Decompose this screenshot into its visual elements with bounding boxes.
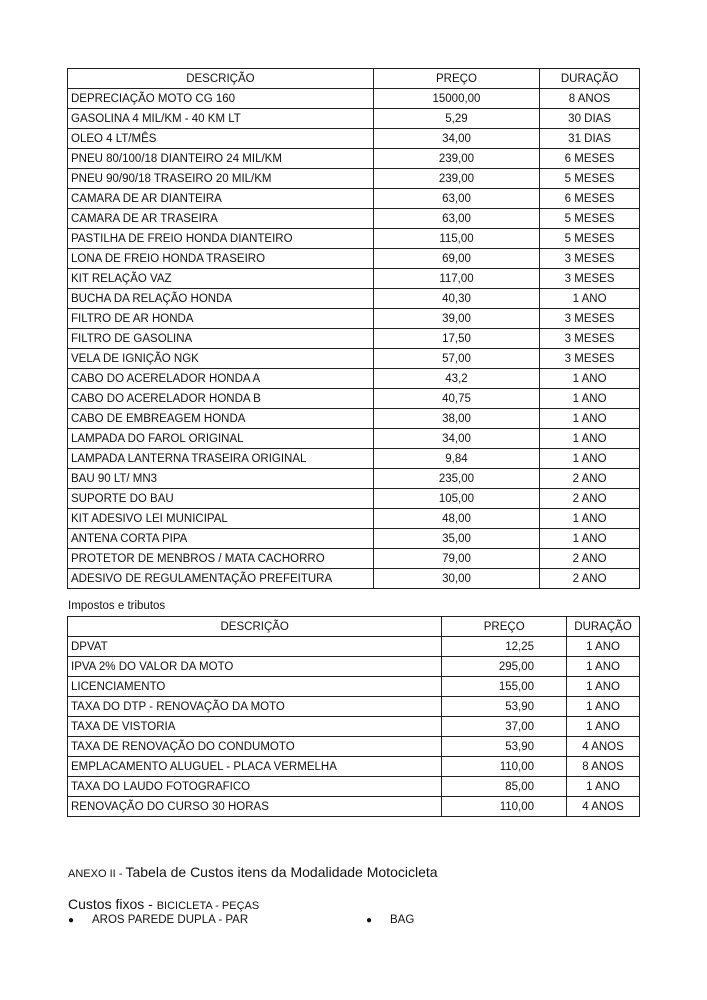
cell-description: RENOVAÇÃO DO CURSO 30 HORAS	[68, 797, 442, 817]
bullet-icon: ●	[68, 915, 75, 926]
cell-price: 53,90	[442, 697, 567, 717]
cell-description: CAMARA DE AR DIANTEIRA	[68, 189, 374, 209]
table-row	[68, 229, 640, 249]
table-row	[68, 169, 640, 189]
cell-description: LONA DE FREIO HONDA TRASEIRO	[68, 249, 374, 269]
cell-description: CABO DO ACERELADOR HONDA A	[68, 369, 374, 389]
table-row	[68, 569, 640, 589]
cell-duration: 31 DIAS	[540, 129, 640, 149]
fixed-costs-subtitle: BICICLETA - PEÇAS	[156, 900, 260, 912]
parts-costs-table	[67, 68, 640, 589]
table-row	[68, 489, 640, 509]
cell-description: BUCHA DA RELAÇÃO HONDA	[68, 289, 374, 309]
cell-price: 69,00	[373, 249, 539, 269]
fixed-costs-title: Custos fixos -	[68, 896, 157, 912]
table-row	[68, 369, 640, 389]
cell-duration: 8 ANOS	[567, 757, 640, 777]
cell-price: 239,00	[373, 149, 539, 169]
cell-price: 40,30	[373, 289, 539, 309]
cell-price: 35,00	[373, 529, 539, 549]
cell-price: 110,00	[442, 757, 567, 777]
annex-title: Tabela de Custos itens da Modalidade Motocicleta	[125, 864, 438, 880]
cell-description: KIT RELAÇÃO VAZ	[68, 269, 374, 289]
cell-price: 63,00	[373, 189, 539, 209]
cell-duration: 1 ANO	[540, 389, 640, 409]
cell-duration: 1 ANO	[567, 677, 640, 697]
cell-description: LAMPADA LANTERNA TRASEIRA ORIGINAL	[68, 449, 374, 469]
list-item	[68, 914, 248, 926]
cell-price: 37,00	[442, 717, 567, 737]
cell-description: CAMARA DE AR TRASEIRA	[68, 209, 374, 229]
table-row	[68, 389, 640, 409]
cell-description: TAXA DO LAUDO FOTOGRAFICO	[68, 777, 442, 797]
cell-duration: 1 ANO	[540, 449, 640, 469]
cell-duration: 3 MESES	[540, 269, 640, 289]
cell-duration: 1 ANO	[540, 429, 640, 449]
table-row	[68, 549, 640, 569]
table-row	[68, 449, 640, 469]
cell-duration: 5 MESES	[540, 229, 640, 249]
cell-price: 85,00	[442, 777, 567, 797]
taxes-table	[67, 616, 640, 817]
cell-price: 295,00	[442, 657, 567, 677]
cell-duration: 8 ANOS	[540, 89, 640, 109]
cell-duration: 6 MESES	[540, 149, 640, 169]
cell-description: TAXA DO DTP - RENOVAÇÃO DA MOTO	[68, 697, 442, 717]
cell-description: BAU 90 LT/ MN3	[68, 469, 374, 489]
cell-duration: 1 ANO	[567, 717, 640, 737]
cell-duration: 2 ANO	[540, 569, 640, 589]
cell-description: ADESIVO DE REGULAMENTAÇÃO PREFEITURA	[68, 569, 374, 589]
table-row	[68, 637, 640, 657]
table-row	[68, 89, 640, 109]
cell-price: 30,00	[373, 569, 539, 589]
cell-price: 239,00	[373, 169, 539, 189]
header-price: PREÇO	[373, 69, 539, 89]
cell-price: 155,00	[442, 677, 567, 697]
table-header-row	[68, 617, 640, 637]
cell-price: 38,00	[373, 409, 539, 429]
cell-description: LICENCIAMENTO	[68, 677, 442, 697]
cell-price: 34,00	[373, 129, 539, 149]
table-row	[68, 737, 640, 757]
cell-description: DPVAT	[68, 637, 442, 657]
cell-duration: 1 ANO	[540, 409, 640, 429]
cell-duration: 5 MESES	[540, 209, 640, 229]
cell-duration: 1 ANO	[540, 509, 640, 529]
cell-duration: 1 ANO	[540, 289, 640, 309]
cell-price: 48,00	[373, 509, 539, 529]
cell-price: 34,00	[373, 429, 539, 449]
table-row	[68, 717, 640, 737]
cell-description: PROTETOR DE MENBROS / MATA CACHORRO	[68, 549, 374, 569]
header-price: PREÇO	[442, 617, 567, 637]
cell-description: KIT ADESIVO LEI MUNICIPAL	[68, 509, 374, 529]
fixed-costs-heading	[68, 896, 259, 912]
table-row	[68, 289, 640, 309]
table-row	[68, 129, 640, 149]
cell-duration: 30 DIAS	[540, 109, 640, 129]
list-item	[366, 914, 414, 926]
cell-price: 43,2	[373, 369, 539, 389]
table-row	[68, 249, 640, 269]
list-item-label: AROS PAREDE DUPLA - PAR	[92, 914, 249, 926]
cell-description: FILTRO DE AR HONDA	[68, 309, 374, 329]
cell-duration: 1 ANO	[540, 529, 640, 549]
table-row	[68, 697, 640, 717]
cell-description: PNEU 80/100/18 DIANTEIRO 24 MIL/KM	[68, 149, 374, 169]
table-row	[68, 657, 640, 677]
cell-description: PNEU 90/90/18 TRASEIRO 20 MIL/KM	[68, 169, 374, 189]
cell-description: PASTILHA DE FREIO HONDA DIANTEIRO	[68, 229, 374, 249]
cell-duration: 2 ANO	[540, 549, 640, 569]
cell-description: GASOLINA 4 MIL/KM - 40 KM LT	[68, 109, 374, 129]
cell-price: 117,00	[373, 269, 539, 289]
cell-price: 17,50	[373, 329, 539, 349]
cell-price: 105,00	[373, 489, 539, 509]
cell-duration: 2 ANO	[540, 489, 640, 509]
cell-price: 63,00	[373, 209, 539, 229]
cell-description: CABO DE EMBREAGEM HONDA	[68, 409, 374, 429]
table-row	[68, 777, 640, 797]
cell-description: ANTENA CORTA PIPA	[68, 529, 374, 549]
cell-duration: 1 ANO	[567, 697, 640, 717]
cell-duration: 4 ANOS	[567, 797, 640, 817]
annex-prefix: ANEXO II -	[68, 868, 126, 880]
annex-heading	[68, 864, 438, 880]
table-row	[68, 429, 640, 449]
cell-description: FILTRO DE GASOLINA	[68, 329, 374, 349]
cell-description: TAXA DE VISTORIA	[68, 717, 442, 737]
table-row	[68, 189, 640, 209]
cell-description: DEPRECIAÇÃO MOTO CG 160	[68, 89, 374, 109]
list-item-label: BAG	[390, 914, 415, 926]
cell-price: 5,29	[373, 109, 539, 129]
cell-price: 235,00	[373, 469, 539, 489]
cell-duration: 6 MESES	[540, 189, 640, 209]
cell-price: 79,00	[373, 549, 539, 569]
cell-price: 115,00	[373, 229, 539, 249]
cell-description: SUPORTE DO BAU	[68, 489, 374, 509]
cell-price: 12,25	[442, 637, 567, 657]
cell-description: TAXA DE RENOVAÇÃO DO CONDUMOTO	[68, 737, 442, 757]
table-header-row	[68, 69, 640, 89]
table-row	[68, 797, 640, 817]
table-row	[68, 469, 640, 489]
table-row	[68, 529, 640, 549]
cell-duration: 1 ANO	[567, 657, 640, 677]
cell-price: 39,00	[373, 309, 539, 329]
cell-duration: 3 MESES	[540, 249, 640, 269]
bullet-icon: ●	[366, 915, 373, 926]
table-row	[68, 209, 640, 229]
table-row	[68, 509, 640, 529]
table-row	[68, 349, 640, 369]
cell-description: LAMPADA DO FAROL ORIGINAL	[68, 429, 374, 449]
cell-duration: 1 ANO	[567, 637, 640, 657]
header-duration: DURAÇÃO	[540, 69, 640, 89]
cell-price: 53,90	[442, 737, 567, 757]
cell-price: 110,00	[442, 797, 567, 817]
cell-duration: 3 MESES	[540, 349, 640, 369]
cell-duration: 3 MESES	[540, 329, 640, 349]
table-row	[68, 309, 640, 329]
cell-price: 15000,00	[373, 89, 539, 109]
cell-description: IPVA 2% DO VALOR DA MOTO	[68, 657, 442, 677]
cell-duration: 1 ANO	[540, 369, 640, 389]
cell-duration: 5 MESES	[540, 169, 640, 189]
cell-description: OLEO 4 LT/MÊS	[68, 129, 374, 149]
header-description: DESCRIÇÃO	[68, 69, 374, 89]
table-row	[68, 329, 640, 349]
taxes-caption: Impostos e tributos	[68, 600, 166, 612]
cell-duration: 3 MESES	[540, 309, 640, 329]
cell-price: 40,75	[373, 389, 539, 409]
cell-description: VELA DE IGNIÇÃO NGK	[68, 349, 374, 369]
cell-duration: 4 ANOS	[567, 737, 640, 757]
cell-duration: 2 ANO	[540, 469, 640, 489]
header-description: DESCRIÇÃO	[68, 617, 442, 637]
cell-price: 57,00	[373, 349, 539, 369]
table-row	[68, 149, 640, 169]
table-row	[68, 109, 640, 129]
cell-price: 9,84	[373, 449, 539, 469]
table-row	[68, 677, 640, 697]
table-row	[68, 269, 640, 289]
header-duration: DURAÇÃO	[567, 617, 640, 637]
cell-duration: 1 ANO	[567, 777, 640, 797]
table-row	[68, 409, 640, 429]
cell-description: CABO DO ACERELADOR HONDA B	[68, 389, 374, 409]
cell-description: EMPLACAMENTO ALUGUEL - PLACA VERMELHA	[68, 757, 442, 777]
table-row	[68, 757, 640, 777]
